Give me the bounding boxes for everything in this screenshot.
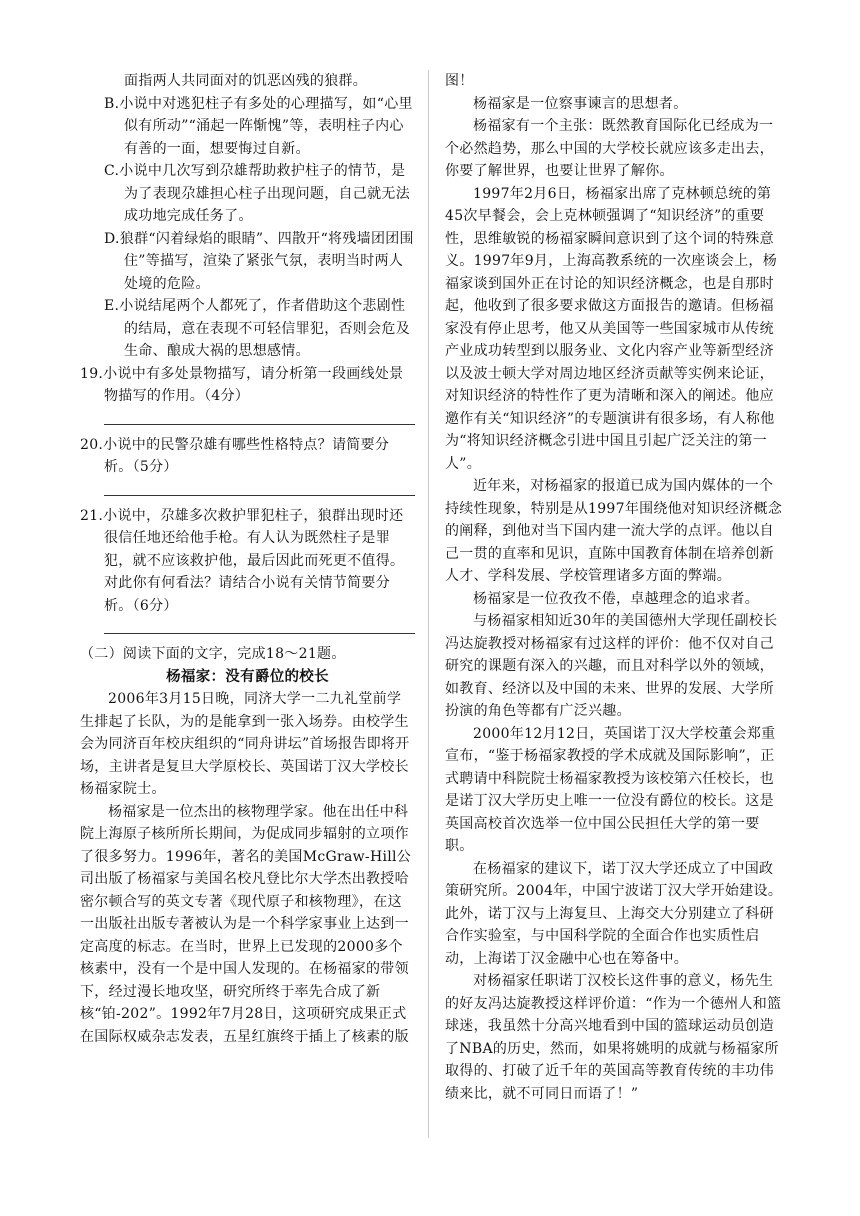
answer-line-20 <box>104 495 415 496</box>
article-paragraph-9: 2000年12月12日，英国诺丁汉大学校董会郑重宣布，“鉴于杨福家教授的学术成就及国际影响”，正式聘请中科院院士杨福家教授为该校第六任校长，也是诺丁汉大学历史上唯一一位没有爵位的校长。这是英国高校首次选举一位中国公民担任大学的第一要职。 <box>445 725 776 854</box>
option-d: D.狼群“闪着绿焰的眼睛”、四散开“将残墙团团围住”等描写，渲染了紧张气氛，表明当时两人处境的危险。 <box>104 230 414 292</box>
option-b: B.小说中对逃犯柱子有多处的心理描写，如“心里似有所动”“涌起一阵惭愧”等，表明柱子内心有善的一面，想要悔过自新。 <box>104 95 413 157</box>
article-paragraph-2: 杨福家是一位杰出的核物理学家。他在出任中科院上海原子核所所长期间，为促成同步辐射的立项作了很多努力。1996年，著名的美国McGraw-Hill公司出版了杨福家与美国名校凡登比尔大学杰出教授哈密尔顿合写的英文专著《现代原子和核物理》，在这一出版社出版专著被认为是一个科学家事业上达到一定高度的标志。在当时，世界上已发现的2000多个核素中，没有一个是中国人发现的。在杨福家的带领下，经过漫长地攻坚，研究所终于率先合成了新核“铂-202”。1992年7月28日，这项研究成果正式在国际权威杂志发表，五星红旗终于插上了核素的版 <box>80 803 412 1045</box>
article-paragraph-7: 杨福家是一位孜孜不倦，卓越理念的追求者。 <box>473 590 759 607</box>
section-2-instructions: （二）阅读下面的文字，完成18～21题。 <box>80 646 346 662</box>
question-20: 20.小说中的民警尕雄有哪些性格特点？请简要分析。（5分） <box>80 436 390 475</box>
left-column <box>80 70 415 1048</box>
article-paragraph-1: 2006年3月15日晚，同济大学一二九礼堂前学生排起了长队，为的是能拿到一张入场券。由校学生会为同济百年校庆组织的“同舟讲坛”首场报告即将开场，主讲者是复旦大学原校长、英国诺丁汉大学校长杨福家院士。 <box>80 691 410 797</box>
option-a-continued: 面指两人共同面对的饥恶凶残的狼群。 <box>124 73 368 89</box>
article-paragraph-11: 对杨福家任职诺丁汉校长这件事的意义，杨先生的好友冯达旋教授这样评价道：“作为一个德州人和篮球迷，我虽然十分高兴地看到中国的篮球运动员创造了NBA的历史，然而，如果将姚明的成就与杨福家所取得的、打破了近千年的英国高等教育传统的丰功伟绩来比，就不可同日而语了！” <box>445 973 782 1102</box>
article-paragraph-4: 杨福家有一个主张：既然教育国际化已经成为一个必然趋势，那么中国的大学校长就应该多走出去，你要了解世界，也要让世界了解你。 <box>445 118 774 179</box>
option-c: C.小说中几次写到尕雄帮助救护柱子的情节，是为了表现尕雄担心柱子出现问题，自己就无法成功地完成任务了。 <box>104 163 410 224</box>
question-21: 21.小说中，尕雄多次救护罪犯柱子，狼群出现时还很信任地还给他手枪。有人认为既然柱子是罪犯，就不应该救护他，最后因此而死更不值得。对此你有何看法？请结合小说有关情节简要分析。（6分） <box>80 507 405 614</box>
column-divider <box>428 70 429 1138</box>
option-e: E.小说结尾两个人都死了，作者借助这个悲剧性的结局，意在表现不可轻信罪犯，否则会危及生命、酿成大祸的思想感情。 <box>104 298 410 359</box>
article-paragraph-8: 与杨福家相知近30年的美国德州大学现任副校长冯达旋教授对杨福家有过这样的评价：他不仅对自己研究的课题有深入的兴趣，而且对科学以外的领域，如教育、经济以及中国的未来、世界的发展、大学所扮演的角色等都有广泛兴趣。 <box>445 613 778 719</box>
question-19: 19.小说中有多处景物描写，请分析第一段画线处景物描写的作用。（4分） <box>80 365 404 404</box>
answer-line-21 <box>104 633 415 634</box>
article-paragraph-3: 杨福家是一位察事谏言的思想者。 <box>473 95 688 112</box>
answer-line-19 <box>104 424 415 425</box>
article-paragraph-2-continued: 图！ <box>445 73 474 89</box>
article-paragraph-5: 1997年2月6日，杨福家出席了克林顿总统的第45次早餐会，会上克林顿强调了“知识经济”的重要性，思维敏锐的杨福家瞬间意识到了这个词的特殊意义。1997年9月，上海高教系统的一次座谈会上，杨福家谈到国外正在讨论的知识经济概念，也是自那时起，他收到了很多要求做这方面报告的邀请。但杨福家没有停止思考，他又从美国等一些国家城市从传统产业成功转型到以服务业、文化内容产业等新型经济以及波士顿大学对周边地区经济贡献等实例来论证，对知识经济的特性作了更为清晰和深入的阐述。他应邀作有关“知识经济”的专题演讲有很多场，有人称他为“将知识经济概念引进中国且引起广泛关注的第一人”。 <box>445 185 778 472</box>
right-column <box>445 70 785 1105</box>
article-paragraph-6: 近年来，对杨福家的报道已成为国内媒体的一个持续性现象，特别是从1997年围绕他对知识经济概念的阐释，到他对当下国内建一流大学的点评。他以自己一贯的直率和见识，直陈中国教育体制在培养创新人才、学科发展、学校管理诸多方面的弊端。 <box>445 478 783 584</box>
article-paragraph-10: 在杨福家的建议下，诺丁汉大学还成立了中国政策研究所。2004年，中国宁波诺丁汉大学开始建设。此外，诺丁汉与上海复旦、上海交大分别建立了科研合作实验室，与中国科学院的全面合作也实质性启动，上海诺丁汉金融中心也在筹备中。 <box>445 860 783 967</box>
article-title: 杨福家：没有爵位的校长 <box>166 667 329 685</box>
